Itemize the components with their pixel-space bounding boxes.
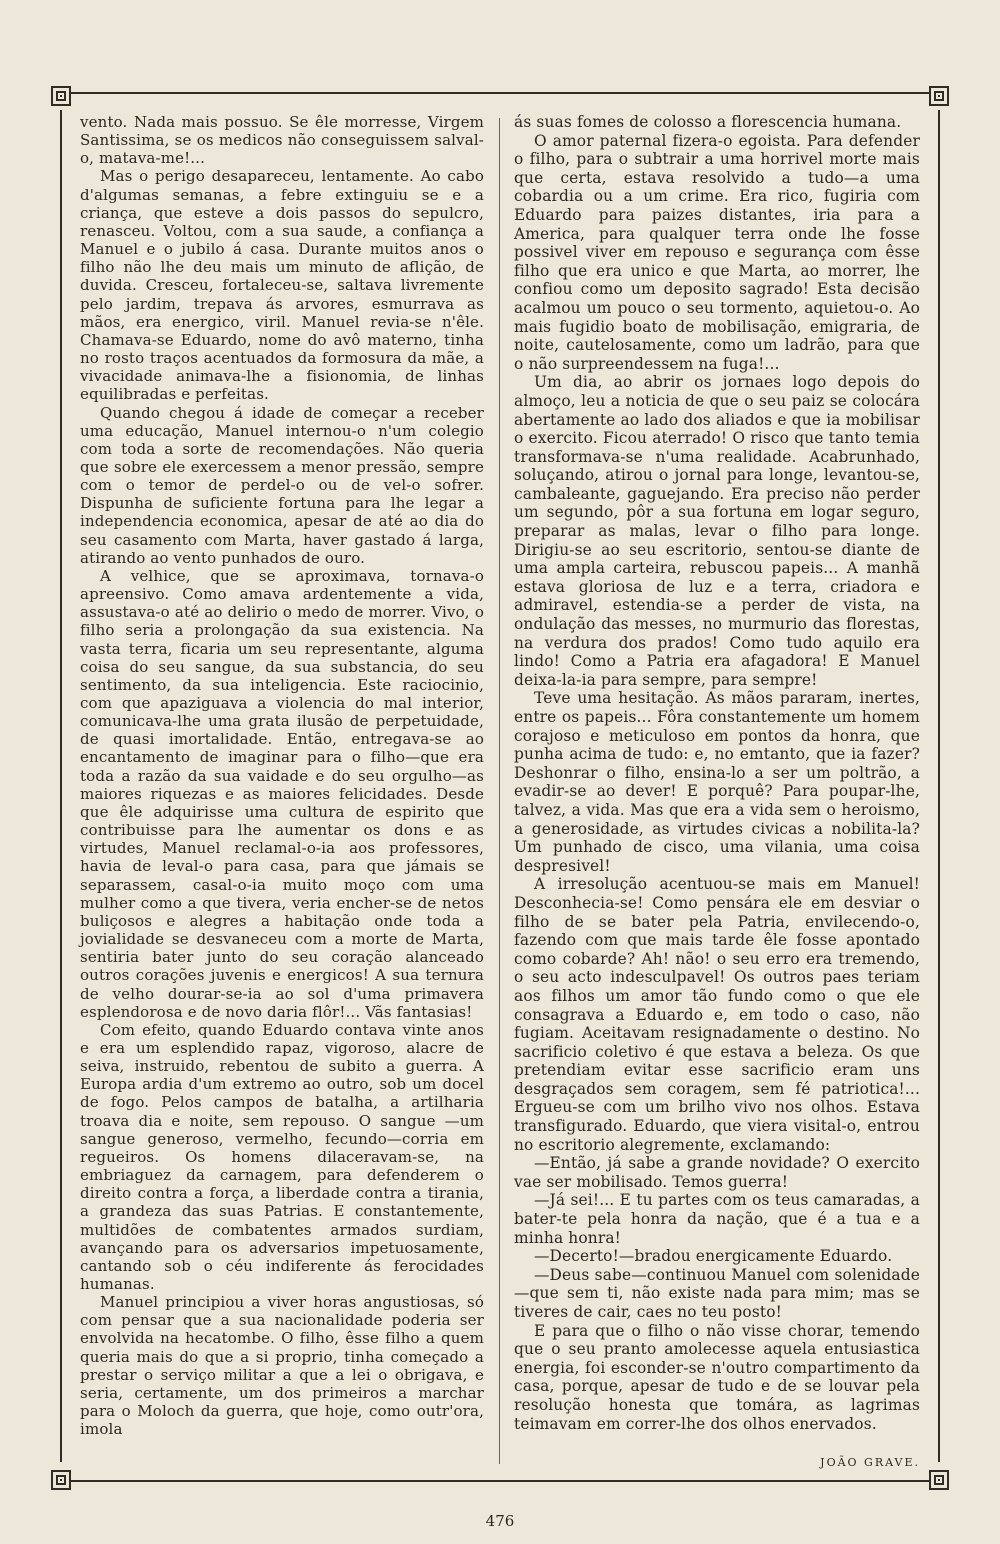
corner-ornament-top-right: [929, 86, 949, 106]
text-column-right: [514, 113, 920, 1433]
paragraph: Com efeito, quando Eduardo contava vinte anos e era um esplendido rapaz, vigoroso, alacre de seiva, instruido, rebentou de subito a guerra. A Europa ardia d'um extremo ao outro, sob um docel de fogo. Pelos campos de batalha, a artilharia troava dia e noite, sem repouso. O sangue —um sangue generoso, vermelho, fecundo—corria em regueiros. Os homens dilaceravam-se, na embriaguez da carnagem, para defenderem o direito contra a força, a liberdade contra a tirania, a grandeza das suas Patrias. E constantemente, multidões de combatentes armados surdiam, avançando para os adversarios impetuosamente, cantando sob o céu indiferente ás ferocidades humanas.: [80, 1020, 484, 1293]
corner-ornament-bottom-left: [51, 1470, 71, 1490]
corner-ornament-top-left: [51, 86, 71, 106]
paragraph: vento. Nada mais possuo. Se êle morresse, Virgem Santissima, se os medicos não conseguissem salval-o, matava-me!...: [80, 113, 484, 168]
frame-right-rule: [938, 110, 940, 1462]
dialogue-line: —Já sei!... E tu partes com os teus camaradas, a bater-te pela honra da nação, que é a tua e a minha honra!: [514, 1191, 920, 1247]
paragraph: A irresolução acentuou-se mais em Manuel! Desconhecia-se! Como pensára ele em desviar o filho de se bater pela Patria, envilecendo-o, fazendo com que mais tarde êle fosse apontado como cobarde? Ah! não! o seu erro era tremendo, o seu acto indesculpavel! Os outros paes teriam aos filhos um amor tão fundo como o que ele consagrava a Eduardo e, em todo o caso, não fugiam. Aceitavam resignadamente o destino. No sacrificio coletivo é que estava a beleza. Os que pretendiam evitar esse sacrificio eram uns desgraçados sem coragem, sem fé patriotica!... Ergueu-se com um brilho vivo nos olhos. Estava transfigurado. Eduardo, que viera visital-o, entrou no escritorio alegremente, exclamando:: [514, 875, 920, 1154]
paragraph: ás suas fomes de colosso a florescencia humana.: [514, 113, 902, 131]
frame-left-rule: [60, 110, 62, 1462]
frame-bottom-rule: [62, 1480, 938, 1482]
paragraph: Manuel principiou a viver horas angustiosas, só com pensar que a sua nacionalidade poderia ser envolvida na hecatombe. O filho, êsse filho a quem queria mais do que a si proprio, tinha começado a prestar o serviço militar a que a lei o obrigava, e seria, certamente, um dos primeiros a marchar para o Moloch da guerra, que hoje, como outr'ora, imola: [80, 1293, 484, 1439]
paragraph: Um dia, ao abrir os jornaes logo depois do almoço, leu a noticia de que o seu paiz se colocára abertamente ao lado dos aliados e que ia mobilisar o exercito. Ficou aterrado! O risco que tanto temia transformava-se n'uma realidade. Acabrunhado, soluçando, atirou o jornal para longe, levantou-se, cambaleante, gaguejando. Era preciso não perder um segundo, pôr a sua fortuna em logar seguro, preparar as malas, levar o filho para longe. Dirigiu-se ao seu escritorio, sentou-se diante de uma ampla carteira, rebuscou papeis... A manhã estava gloriosa de luz e a terra, criadora e admiravel, estendia-se a perder de vista, na ondulação das messes, no murmurio das florestas, na verdura dos prados! Como tudo aquilo era lindo! Como a Patria era afagadora! E Manuel deixa-la-ia para sempre, para sempre!: [514, 373, 920, 689]
paragraph: Mas o perigo desapareceu, lentamente. Ao cabo d'algumas semanas, a febre extinguiu se e a criança, que esteve a dois passos do sepulcro, renasceu. Voltou, com a sua saude, a confiança a Manuel e o jubilo á casa. Durante muitos anos o filho não lhe deu mais um minuto de aflição, de duvida. Cresceu, fortaleceu-se, saltava livremente pelo jardim, trepava ás arvores, esmurrava as mãos, era energico, viril. Manuel revia-se n'êle. Chamava-se Eduardo, nome do avô materno, tinha no rosto traços acentuados da formosura da mãe, a vivacidade animava-lhe a fisionomia, de linhas equilibradas e perfeitas.: [80, 167, 484, 404]
author-signature: JOÃO GRAVE.: [820, 1456, 920, 1469]
dialogue-line: —Deus sabe—continuou Manuel com solenidade—que sem ti, não existe nada para mim; mas se tiveres de cair, caes no teu posto!: [514, 1265, 920, 1321]
text-column-left: [80, 113, 484, 1438]
corner-ornament-bottom-right: [929, 1470, 949, 1490]
paragraph: O amor paternal fizera-o egoista. Para defender o filho, para o subtrair a uma horrivel morte mais que certa, estava resolvido a tudo—a uma cobardia ou a um crime. Era rico, fugiria com Eduardo para paizes distantes, iria para a America, para qualquer terra onde lhe fosse possivel viver em repouso e segurança com êsse filho que era unico e que Marta, ao morrer, lhe confiou como um deposito sagrado! Esta decisão acalmou um pouco o seu tormento, aquietou-o. Ao mais fugidio boato de mobilisação, emigraria, de noite, cautelosamente, como um ladrão, para que o não surpreendessem na fuga!...: [514, 131, 920, 373]
dialogue-line: —Decerto!—bradou energicamente Eduardo.: [534, 1247, 893, 1266]
paragraph: Quando chegou á idade de começar a receber uma educação, Manuel internou-o n'um colegio com toda a sorte de recomendações. Não queria que sobre ele exercessem a menor pressão, sempre com o temor de perdel-o ou de vel-o sofrer. Dispunha de suficiente fortuna para lhe legar a independencia economica, apesar de até ao dia do seu casamento com Marta, haver gastado á larga, atirando ao vento punhados de ouro.: [80, 403, 484, 567]
frame-top-rule: [62, 92, 938, 94]
column-divider: [499, 118, 500, 1464]
page-number: 476: [485, 1512, 515, 1530]
paragraph: A velhice, que se aproximava, tornava-o apreensivo. Como amava ardentemente a vida, assustava-o até ao delirio o medo de morrer. Vivo, o filho seria a prolongação da sua existencia. Na vasta terra, ficaria um seu representante, alguma coisa do seu sangue, da sua substancia, do seu sentimento, da sua inteligencia. Este raciocinio, com que apaziguava a violencia do mal interior, comunicava-lhe uma grata ilusão de perpetuidade, de quasi imortalidade. Então, entregava-se ao encantamento de imaginar para o filho—que era toda a razão da sua vaidade e do seu orgulho—as maiores riquezas e as maiores felicidades. Desde que êle adquirisse uma cultura de espirito que contribuisse para lhe aumentar os dons e as virtudes, Manuel reclamal-o-ia aos professores, havia de leval-o para casa, para que jámais se separassem, casal-o-ia muito moço com uma mulher como a que tivera, veria encher-se de netos buliçosos e alegres a habitação onde toda a jovialidade se desvaneceu com a morte de Marta, sentiria bater junto do seu coração alanceado outros corações juvenis e energicos! A sua ternura de velho dourar-se-ia ao sol d'uma primavera esplendorosa e de novo daria flôr!... Vãs fantasias!: [80, 566, 484, 1021]
paragraph: Teve uma hesitação. As mãos pararam, inertes, entre os papeis... Fôra constantemente um homem corajoso e meticuloso em pontos da honra, que punha acima de tudo: e, no emtanto, que ia fazer? Deshonrar o filho, ensina-lo a ser um poltrão, a evadir-se ao dever! E porquê? Para poupar-lhe, talvez, a vida. Mas que era a vida sem o heroismo, a generosidade, as virtudes civicas a nobilita-la? Um punhado de cisco, uma vilania, uma coisa despresivel!: [514, 689, 920, 875]
dialogue-line: —Então, já sabe a grande novidade? O exercito vae ser mobilisado. Temos guerra!: [514, 1154, 920, 1191]
paragraph: E para que o filho o não visse chorar, temendo que o seu pranto amolecesse aquela entusiastica energia, foi esconder-se n'outro compartimento da casa, porque, apesar de tudo e de se louvar pela resolução honesta que tomára, as lagrimas teimavam em correr-lhe dos olhos enervados.: [514, 1321, 920, 1433]
